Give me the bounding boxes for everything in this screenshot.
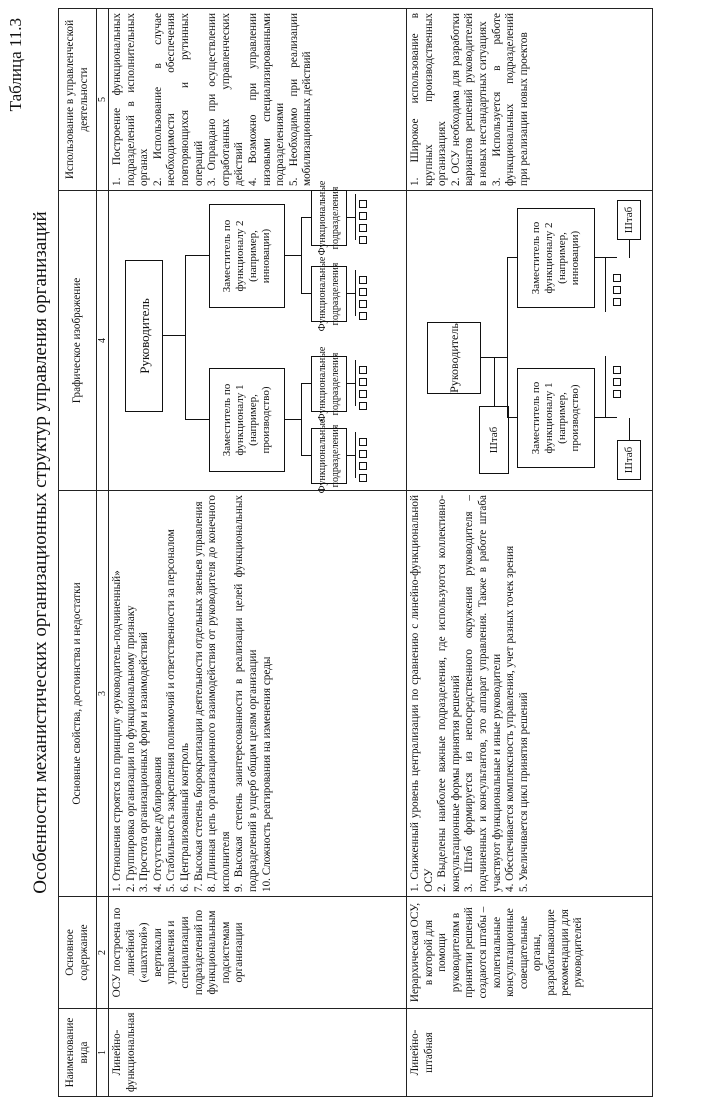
usage-item: 4. Возможно при управлении низовыми специализированными подразделениями [246,13,287,186]
deputy1-box [517,368,595,468]
table-caption: Особенности механистических организационных структур управления организаций [30,211,51,894]
usage-item: 1. Широкое использование в крупных производственных организациях [409,13,449,186]
usage-item: 1. Построение функциональных подразделений в исполнительных органах [111,13,151,186]
property-item: 5. Увеличивается цикл принятия решений [517,692,530,892]
property-item: 3. Штаб формируется из непосредственного окружения руководителя – подчиненных и консультантов, это аппарат управления. Также в работе штаба участвуют функциональные и иные руководители [463,495,503,892]
connector [185,256,186,420]
content-cell: ОСУ построена по линейной («шахтной») вертикали управления и специализации подразделений по функциональным подсистемам организации [109,897,407,1009]
property-item: 5. Стабильность закрепления полномочий и ответственности за персоналом [165,529,178,892]
functional-unit-label: Функциональные подразделения [317,180,341,256]
functional-unit-box [311,418,347,494]
connector [507,257,517,258]
staff-label: Штаб [487,426,500,454]
header-cell: Использование в управленческой деятельности [59,9,97,191]
subunit-square [613,366,621,374]
table-row [109,9,407,1097]
usage-item: 2. Использование в случае необходимости обеспечения повторяющихся и рутинных операций [151,13,205,186]
property-item: 8. Длинная цепь организационного взаимодействия от руководителя до конечного исполнителя [206,495,232,892]
connector [301,455,311,456]
usage-item: 3. Оправдано при осуществлении отработанных управленческих действий [206,13,246,186]
connector [301,217,311,218]
deputy2-label: Заместитель по функционалу 2 (например, инновации) [530,221,581,295]
subunit-square [359,402,367,410]
functional-unit-label: Функциональные подразделения [317,418,341,494]
functional-unit-label: Функциональные подразделения [317,256,341,332]
connector [347,383,355,384]
subunit-square [613,298,621,306]
connector [185,419,209,420]
staff-box [617,200,641,240]
functional-unit-box [311,346,347,422]
property-item: 4. Отсутствие дублирования [151,756,164,892]
connector [355,432,356,478]
subunit-square [359,378,367,386]
connector [347,293,355,294]
subunit-square [613,274,621,282]
connector [595,417,617,418]
property-item: 9. Высокая степень заинтересованности в реализации целей функциональных подразделений в ущерб общим целям организации [233,495,259,892]
connector [285,255,301,256]
column-number: 5 [97,9,109,191]
property-item: 10. Сложность реагирования на изменения среды [260,656,273,892]
staff-label: Штаб [622,446,635,474]
usage-cell [407,9,653,191]
subunit-square [613,286,621,294]
staff-box [617,440,641,480]
header-cell: Графическое изображение [59,191,97,491]
usage-item: 3. Используется в работе функциональных подразделений при реализации новых проектов [490,13,530,186]
table-row [407,9,653,1097]
table-label: Таблица 11.3 [6,18,25,112]
connector [301,293,311,294]
functional-unit-box [311,256,347,332]
deputy1-label: Заместитель по функционалу 1 (например, производство) [221,383,272,457]
subunit-square [359,212,367,220]
staff-label: Штаб [622,206,635,234]
header-cell: Наименование вида [59,1009,97,1097]
property-item: 2. Группировка организации по функциональному признаку [124,605,137,892]
connector [595,257,617,258]
subunit-square [359,312,367,320]
deputy2-box [517,208,595,308]
subunit-square [359,366,367,374]
head-label: Руководитель [136,298,152,374]
property-item: 3. Простота организационных форм и взаимодействий [138,632,151,892]
structures-table [58,8,653,1097]
connector [507,258,508,418]
connector [494,358,495,406]
staff-box [479,406,509,474]
property-item: 1. Отношения строятся по принципу «руководитель-подчиненный» [111,570,123,892]
property-item: 4. Обеспечивается комплексность управления, учет разных точек зрения [504,545,517,892]
subunit-square [359,438,367,446]
property-item: 7. Высокая степень бюрократизации деятельности отдельных звеньев управления [192,501,205,892]
connector [605,356,606,418]
content-cell: Иерархическая ОСУ, в которой для помощи руководителям в принятии решений создаются штабы – коллегиальные консультационные совещательные органы, разрабатывающие рекомендации для руководителей [407,897,653,1009]
diagram-cell [407,191,653,491]
functional-unit-label: Функциональные подразделения [317,346,341,422]
subunit-square [359,276,367,284]
column-number: 1 [97,1009,109,1097]
deputy2-label: Заместитель по функционалу 2 (например, инновации) [221,219,272,293]
subunit-square [359,300,367,308]
functional-unit-box [311,180,347,256]
property-item: 2. Выделены наиболее важные подразделения, где используются коллективно-консультационные формы принятия решений [436,495,462,892]
connector [301,383,311,384]
head-box [427,322,481,394]
type-name: Линейно-функциональная [111,1012,137,1092]
properties-cell [109,491,407,897]
subunit-square [359,200,367,208]
subunit-square [613,378,621,386]
subunit-square [359,462,367,470]
connector [163,335,185,336]
connector [347,217,355,218]
property-item: 1. Сниженный уровень централизации по сравнению с линейно-функциональной ОСУ [409,495,435,892]
connector [301,218,302,294]
deputy1-box [209,368,285,472]
column-number: 4 [97,191,109,491]
header-cell: Основное содержание [59,897,97,1009]
subunit-square [359,224,367,232]
connector [301,384,302,456]
column-number: 3 [97,491,109,897]
head-box [125,260,163,412]
head-label: Руководитель [446,323,461,393]
property-item: 6. Централизованный контроль [178,743,191,892]
type-name-cell [109,1009,407,1097]
subunit-square [359,390,367,398]
diagram-cell [109,180,407,494]
deputy2-box [209,204,285,308]
properties-cell [407,491,653,897]
connector [285,419,301,420]
type-name: Линейно-штабная [409,1029,435,1076]
connector [605,258,606,312]
deputy1-label: Заместитель по функционалу 1 (например, производство) [530,381,581,455]
number-row [97,9,109,1097]
connector [507,417,517,418]
usage-item: 2. ОСУ необходима для разработки вариантов решений руководителей в новых нестандартных ситуациях [449,13,489,186]
usage-item: 5. Необходимо при реализации мобилизационных действий [287,13,314,186]
subunit-square [613,390,621,398]
subunit-square [359,450,367,458]
connector [347,455,355,456]
usage-cell [109,9,407,191]
connector [629,240,630,258]
connector [185,255,209,256]
column-number: 2 [97,897,109,1009]
subunit-square [359,288,367,296]
connector [355,270,356,316]
connector [629,418,630,440]
connector [355,194,356,240]
subunit-square [359,474,367,482]
header-row [59,9,97,1097]
type-name-cell [407,1009,653,1097]
subunit-square [359,236,367,244]
header-cell: Основные свойства, достоинства и недостатки [59,491,97,897]
connector [355,360,356,406]
